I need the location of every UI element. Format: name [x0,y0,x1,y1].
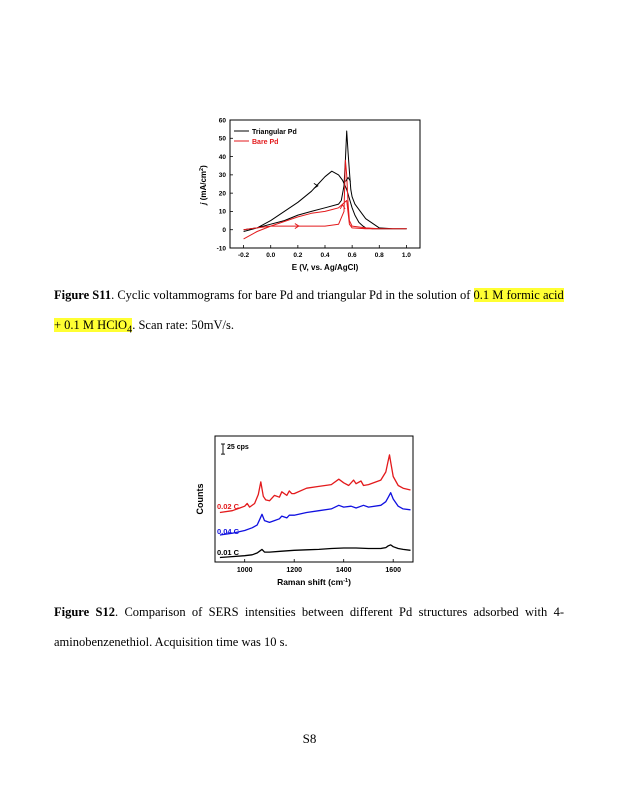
figure-s11-chart [195,110,435,275]
y-tick-label: 50 [218,135,226,143]
hclo4-subscript: 4 [127,324,133,336]
x-tick-label: 1600 [385,567,401,574]
series-line-0-01-c [220,545,411,558]
x-tick-label: 0.8 [374,252,384,259]
series-label-0-04c: 0.04 C [217,527,240,536]
plot-frame [215,436,413,562]
x-tick-label: 0.6 [347,252,357,259]
x-tick-label: 1200 [286,567,302,574]
x-axis-label-sup: -1 [343,578,349,584]
highlight-hclo4 [54,318,133,336]
y-axis-label-close: ) [199,165,208,168]
scale-bar-label: 25 cps [227,444,249,451]
figure-s12-chart [190,432,430,592]
figure-s12-label: Figure S12 [54,605,115,619]
y-tick-label: 40 [218,153,226,161]
y-tick-label: -10 [216,245,226,253]
y-tick-label: 30 [218,172,226,180]
figure-s12-caption-text: . Comparison of SERS intensities between different Pd structures adsorbed with 4-aminobenzenethiol. Acquisition time was 10 s. [54,605,564,649]
scan-rate-text: . Scan rate: 50mV/s. [132,318,234,332]
legend-label-triangular: Triangular Pd [252,129,297,136]
page-number: S8 [302,731,317,746]
figure-s11-caption-text: . Cyclic voltammograms for bare Pd and triangular Pd in the solution of [111,288,474,302]
x-tick-label: 1400 [335,567,352,574]
legend-label-bare: Bare Pd [252,139,279,146]
series-line-bare-pd [244,160,407,239]
figure-s12-caption [54,597,564,657]
scale-bar [221,444,225,454]
series-line-triangular-pd [244,131,407,232]
series-label-0-01c: 0.01 C [217,548,240,557]
x-tick-label: -0.2 [237,252,250,259]
y-axis-label: Counts [195,483,205,515]
x-tick-label: 0.0 [266,252,276,259]
x-tick-label: 0.4 [320,252,330,259]
series-line-0-04-c [220,493,411,535]
x-axis-label [277,577,351,587]
figure-s11-label: Figure S11 [54,288,112,302]
y-tick-label: 0 [222,227,226,235]
y-tick-label: 60 [218,117,226,125]
y-axis-label [199,165,208,206]
hclo4-text: + 0.1 M HClO [54,318,128,332]
x-tick-label: 0.2 [293,252,303,259]
series-label-0-02c: 0.02 C [217,502,240,511]
x-tick-label: 1000 [236,567,253,574]
y-tick-label: 20 [218,190,226,198]
x-axis-label: E (V, vs. Ag/AgCl) [291,263,359,272]
x-tick-label: 1.0 [401,252,411,259]
x-axis-label-text: Raman shift (cm [277,577,344,587]
y-tick-label: 10 [218,208,226,216]
y-axis-label-sup: 2 [199,167,205,171]
y-axis-label-j: j [199,202,208,205]
x-axis-label-close: ) [348,577,351,587]
y-axis-label-unit: (mA/cm [199,170,208,203]
figure-s11-caption [54,280,564,346]
highlight-formic-acid: 0.1 M formic acid [473,288,564,302]
